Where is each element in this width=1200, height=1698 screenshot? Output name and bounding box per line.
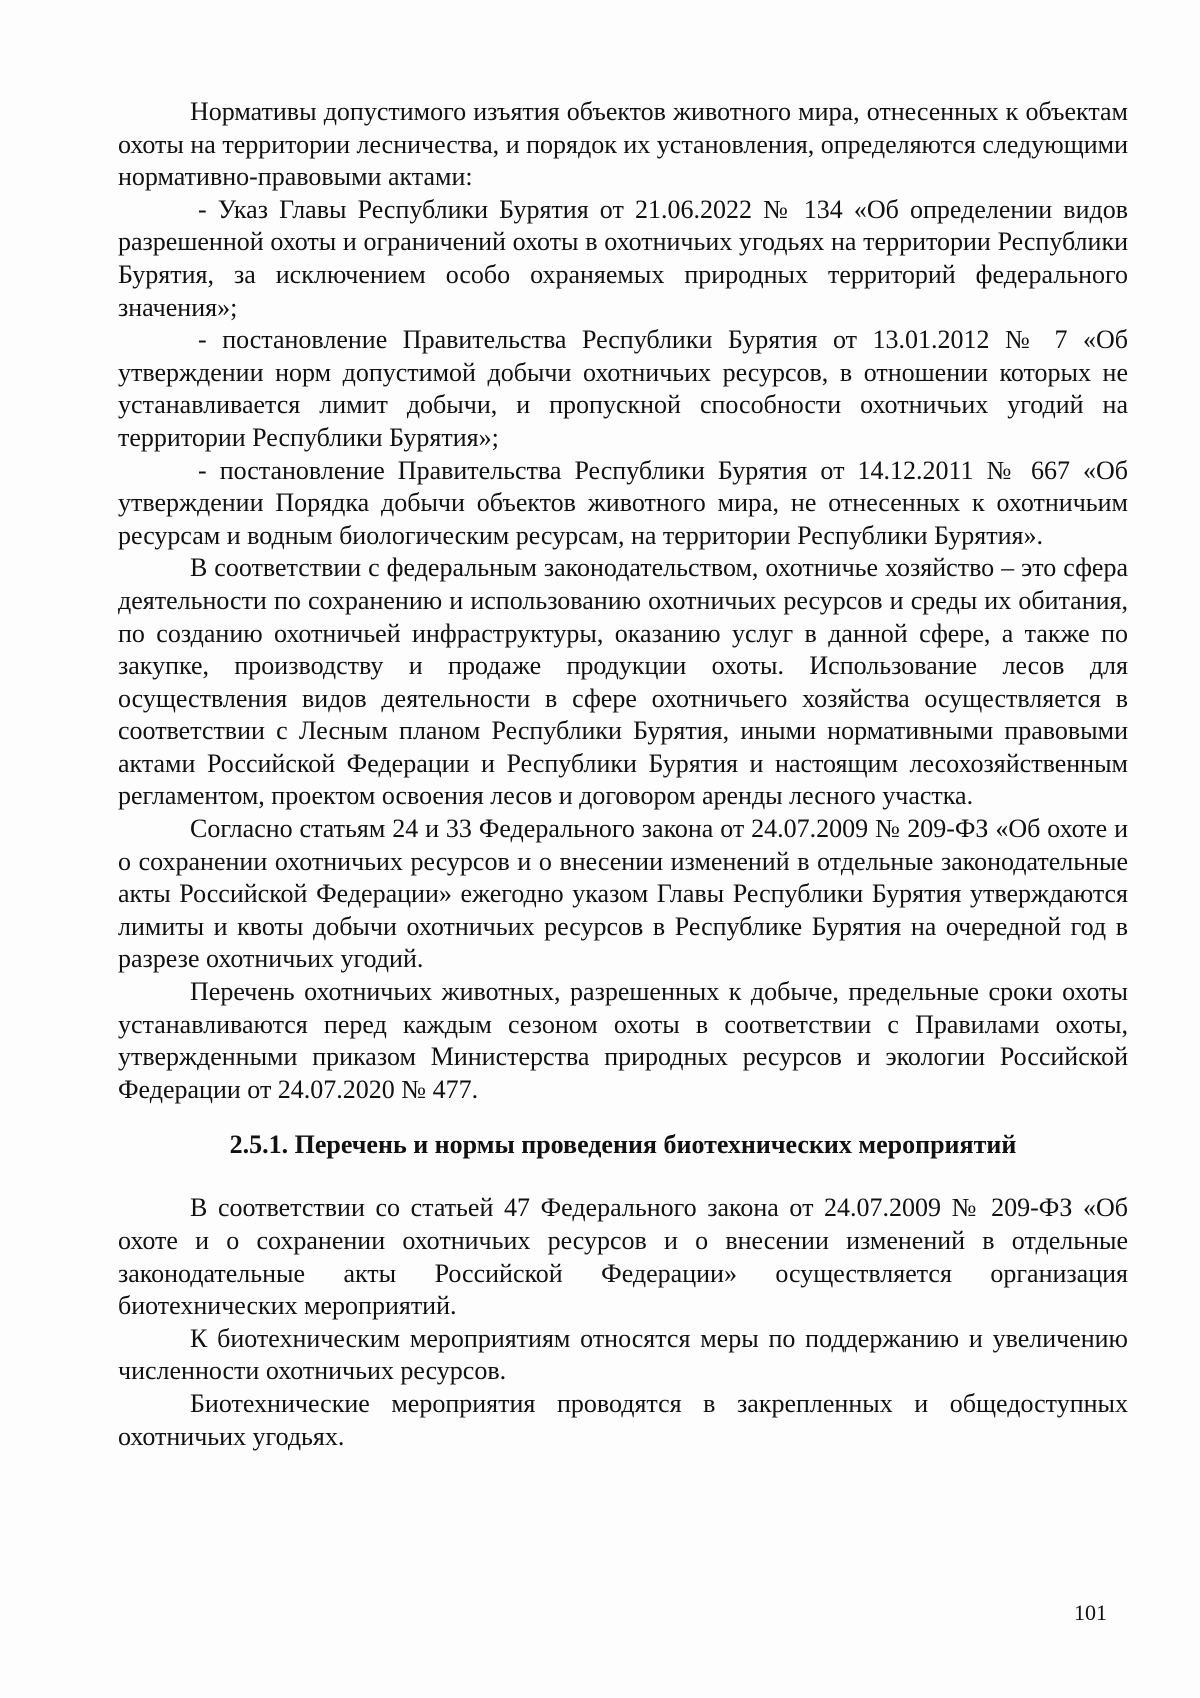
list-item-decree-134: - Указ Главы Республики Бурятия от 21.06.2022 № 134 «Об определении видов разрешенной охоты и ограничений охоты в охотничьих угодьях на территории Республики Бурятия, за исключением особо охраняемых природных территорий федерального значения»; — [118, 194, 1128, 322]
paragraph-biotech-measures: К биотехническим мероприятиям относятся меры по поддержанию и увеличению численности охотничьих ресурсов. — [118, 1323, 1128, 1386]
document-body — [118, 96, 1128, 1453]
paragraph-biotech-locations: Биотехнические мероприятия проводятся в закрепленных и общедоступных охотничьих угодьях. — [118, 1388, 1128, 1451]
list-item-resolution-7: - постановление Правительства Республики Бурятия от 13.01.2012 № 7 «Об утверждении норм допустимой добычи охотничьих ресурсов, в отношении которых не устанавливается лимит добычи, и пропускной способности охотничьих угодий на территории Республики Бурятия»; — [118, 325, 1128, 452]
paragraph-hunting-economy: В соответствии с федеральным законодательством, охотничье хозяйство – это сфера деятельности по сохранению и использованию охотничьих ресурсов и среды их обитания, по созданию охотничьей инфраструктуры, оказанию услуг в данной сфере, а также по закупке, производству и продаже продукции охоты. Использование лесов для осуществления видов деятельности в сфере охотничьего хозяйства осуществляется в соответствии с Лесным планом Республики Бурятия, иными нормативными правовыми актами Российской Федерации и Республики Бурятия и настоящим лесохозяйственным регламентом, проектом освоения лесов и договором аренды лесного участка. — [118, 553, 1128, 811]
paragraph-limits-quotas: Согласно статьям 24 и 33 Федерального закона от 24.07.2009 № 209-ФЗ «Об охоте и о сохранении охотничьих ресурсов и о внесении изменений в отдельные законодательные акты Российской Федерации» ежегодно указом Главы Республики Бурятия утверждаются лимиты и квоты добычи охотничьих ресурсов в Республике Бурятия на очередной год в разрезе охотничьих угодий. — [118, 814, 1128, 974]
list-item-resolution-667: - постановление Правительства Республики Бурятия от 14.12.2011 № 667 «Об утверждении Порядка добычи объектов животного мира, не отнесенных к охотничьим ресурсам и водным биологическим ресурсам, на территории Республики Бурятия». — [118, 455, 1128, 550]
section-heading: 2.5.1. Перечень и нормы проведения биотехнических мероприятий — [229, 1130, 1017, 1160]
page-number: 101 — [1074, 1600, 1107, 1625]
paragraph-hunting-terms: Перечень охотничьих животных, разрешенных к добыче, предельные сроки охоты устанавливаются перед каждым сезоном охоты в соответствии с Правилами охоты, утвержденными приказом Министерства природных ресурсов и экологии Российской Федерации от 24.07.2020 № 477. — [118, 977, 1128, 1104]
paragraph-article-47: В соответствии со статьей 47 Федерального закона от 24.07.2009 № 209-ФЗ «Об охоте и о сохранении охотничьих ресурсов и о внесении изменений в отдельные законодательные акты Российской Федерации» осуществляется организация биотехнических мероприятий. — [118, 1193, 1128, 1321]
paragraph-intro: Нормативы допустимого изъятия объектов животного мира, отнесенных к объектам охоты на территории лесничества, и порядок их установления, определяются следующими нормативно-правовыми актами: — [118, 97, 1128, 192]
